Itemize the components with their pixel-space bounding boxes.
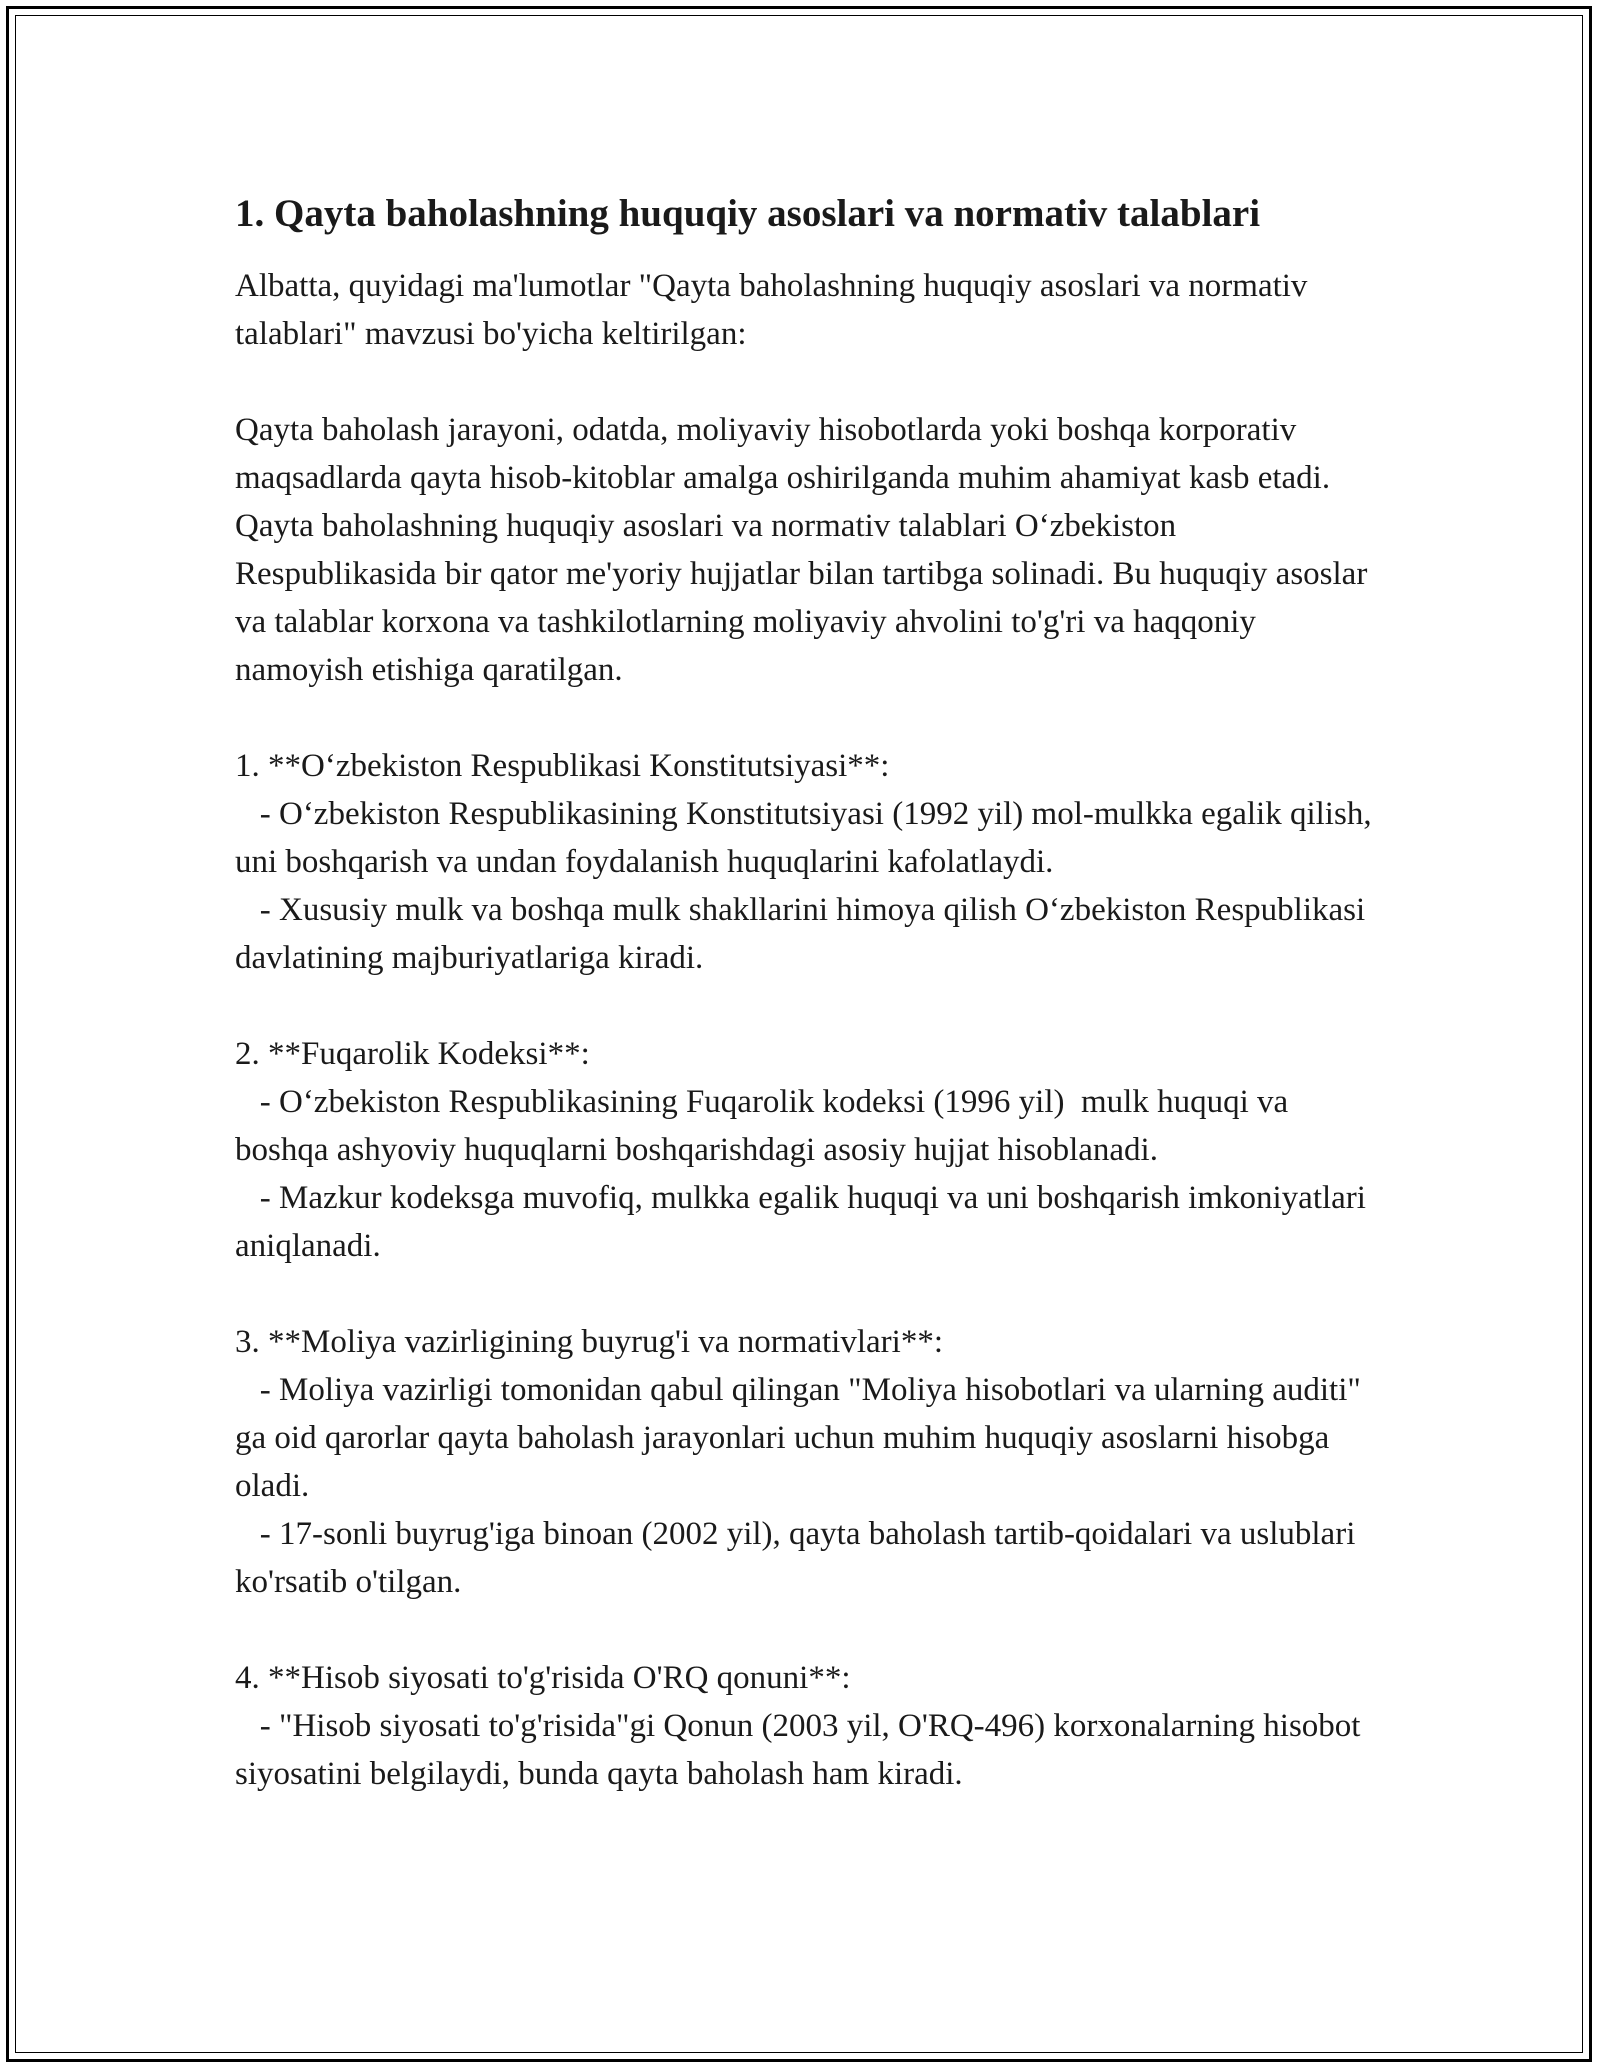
list-item: [235, 742, 1380, 982]
spacer: [235, 1270, 1375, 1318]
list-item-heading: 2. **Fuqarolik Kodeksi**:: [235, 1036, 590, 1072]
document-body: [235, 188, 1380, 1798]
spacer: [235, 982, 1375, 1030]
list-item-bullet: - O‘zbekiston Respublikasining Fuqarolik kodeksi (1996 yil) mulk huquqi va boshqa ashyoviy huquqlarni boshqarishdagi asosiy hujjat hisoblanadi.: [235, 1084, 1297, 1168]
list-item-bullet: - Moliya vazirligi tomonidan qabul qilingan "Moliya hisobotlari va ularning auditi" ga oid qarorlar qayta baholash jarayonlari uchun muhim huquqiy asoslarni hisobga oladi.: [235, 1372, 1370, 1504]
document-title: 1. Qayta baholashning huquqiy asoslari va normativ talablari: [235, 192, 1261, 235]
spacer: [235, 358, 1375, 406]
list-item: [235, 1030, 1375, 1270]
list-item-bullet: - Mazkur kodeksga muvofiq, mulkka egalik huquqi va uni boshqarish imkoniyatlari aniqlanadi.: [235, 1180, 1375, 1264]
list-item: [235, 1654, 1375, 1798]
intro-paragraph: Albatta, quyidagi ma'lumotlar "Qayta baholashning huquqiy asoslari va normativ talablari" mavzusi bo'yicha keltirilgan:: [235, 268, 1316, 352]
spacer: [235, 1606, 1375, 1654]
spacer: [235, 694, 1375, 742]
list-item-bullet: - O‘zbekiston Respublikasining Konstitutsiyasi (1992 yil) mol-mulkka egalik qilish, uni boshqarish va undan foydalanish huquqlarini kafolatlaydi.: [235, 796, 1380, 880]
list-item-bullet: - 17-sonli buyrug'iga binoan (2002 yil), qayta baholash tartib-qoidalari va uslublari ko'rsatib o'tilgan.: [235, 1516, 1364, 1600]
list-item-bullet: - "Hisob siyosati to'g'risida"gi Qonun (2003 yil, O'RQ-496) korxonalarning hisobot siyosatini belgilaydi, bunda qayta baholash ham kiradi.: [235, 1708, 1369, 1792]
list-item-heading: 4. **Hisob siyosati to'g'risida O'RQ qonuni**:: [235, 1660, 851, 1696]
list-item-heading: 3. **Moliya vazirligining buyrug'i va normativlari**:: [235, 1324, 943, 1360]
list-item: [235, 1318, 1375, 1606]
list-item-bullet: - Xususiy mulk va boshqa mulk shakllarini himoya qilish O‘zbekiston Respublikasi davlatining majburiyatlariga kiradi.: [235, 892, 1374, 976]
list-item-heading: 1. **O‘zbekiston Respublikasi Konstitutsiyasi**:: [235, 748, 890, 784]
overview-paragraph: Qayta baholash jarayoni, odatda, moliyaviy hisobotlarda yoki boshqa korporativ maqsadlarda qayta hisob-kitoblar amalga oshirilganda muhim ahamiyat kasb etadi. Qayta baholashning huquqiy asoslari va normativ talablari O‘zbekiston Respublikasida bir qator me'yoriy hujjatlar bilan tartibga solinadi. Bu huquqiy asoslar va talablar korxona va tashkilotlarning moliyaviy ahvolini to'g'ri va haqqoniy namoyish etishiga qaratilgan.: [235, 412, 1376, 688]
